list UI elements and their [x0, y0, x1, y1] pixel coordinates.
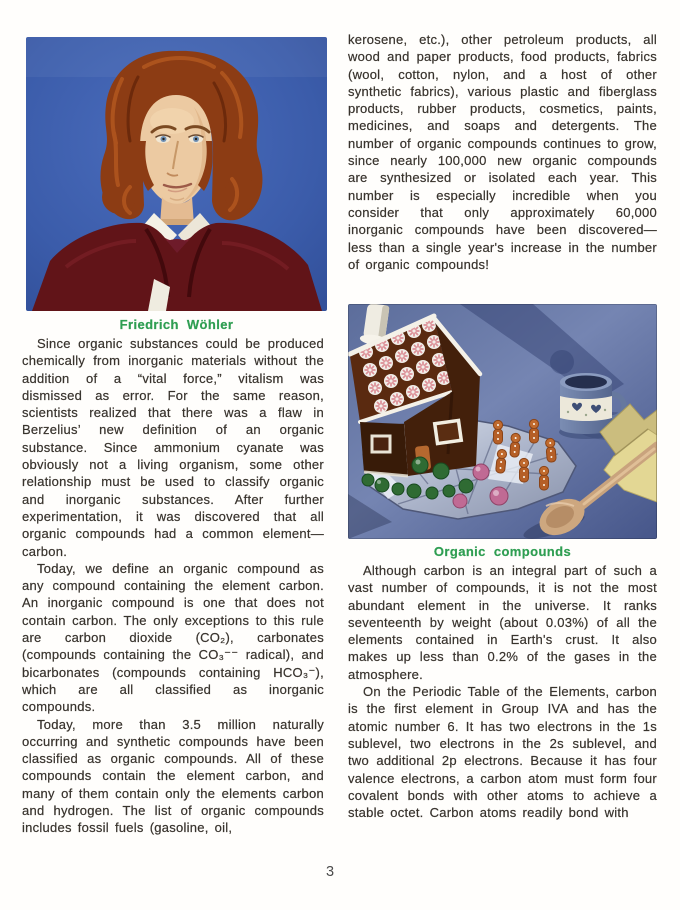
right-column-top — [348, 31, 657, 273]
paragraph-organic-definition: Today, we define an organic compound as any compound containing the element carbon. An inorganic compound is one that does not contain carbon. The only exceptions to this rule are carbon dioxide (CO₂), carbonates (compounds containing the CO₃⁻⁻ radical), and bicarbonates (compounds containing HCO₃⁻), which are all classified as inorganic compounds. — [22, 560, 324, 715]
organic-compounds-photo-figure — [348, 304, 657, 539]
organic-compounds-photo — [348, 304, 657, 539]
page-number: 3 — [325, 864, 335, 880]
paragraph-million-compounds: Today, more than 3.5 million naturally occurring and synthetic compounds have been classified as organic compounds. All of these compounds contain the element carbon, and many of them contain only the elements carbon and hydrogen. The list of organic compounds includes fossil fuels (gasoline, oil, — [22, 716, 324, 836]
right-column-bottom — [348, 562, 657, 821]
portrait-face — [139, 95, 212, 205]
wohler-portrait-image — [26, 37, 327, 311]
paragraph-carbon-abundance: Although carbon is an integral part of such a vast number of compounds, it is not the most abundant element in the universe. It ranks seventeenth by weight (about 0.03%) of all the elements contained in Earth's crust. It also makes up less than 0.2% of the gases in the atmosphere. — [348, 563, 657, 682]
left-column — [22, 335, 324, 837]
paragraph-products-list: kerosene, etc.), other petroleum products, all wood and paper products, food products, fabrics (wool, cotton, nylon, and a host of other synthetic fabrics), various plastic and fiberglass products, rubber products, cosmetics, paints, medicines, and soaps and detergents. The number of organic compounds continues to grow, since nearly 100,000 new organic compounds are synthesized or isolated each year. This number is especially incredible when you consider that only approximately 60,000 inorganic compounds have been discovered—less than a single year's increase in the number of organic compounds! — [348, 32, 657, 272]
paragraph-vitalism: Since organic substances could be produced chemically from inorganic materials without the addition of a “vital force,” vitalism was dismissed as error. For the same reason, scientists realized that there was a flaw in Berzelius’ new definition of an organic substance. Since ammonium cyanate was obviously not a living organism, some other relationship must be used to classify organic and inorganic substances. After further experimentation, it was discovered that all organic compounds had a common element—carbon. — [22, 336, 324, 559]
wohler-portrait-figure — [26, 37, 327, 311]
photo-caption: Organic compounds — [433, 544, 572, 559]
portrait-caption: Friedrich Wöhler — [119, 317, 234, 332]
paragraph-periodic-table: On the Periodic Table of the Elements, carbon is the first element in Group IVA and has the atomic number 6. It has two electrons in the 1s sublevel, two electrons in the 2s sublevel, and two additional 2p electrons. Because it has four valence electrons, a carbon atom must form four covalent bonds with other atoms to achieve a stable octet. Carbon atoms readily bond with — [348, 684, 657, 821]
